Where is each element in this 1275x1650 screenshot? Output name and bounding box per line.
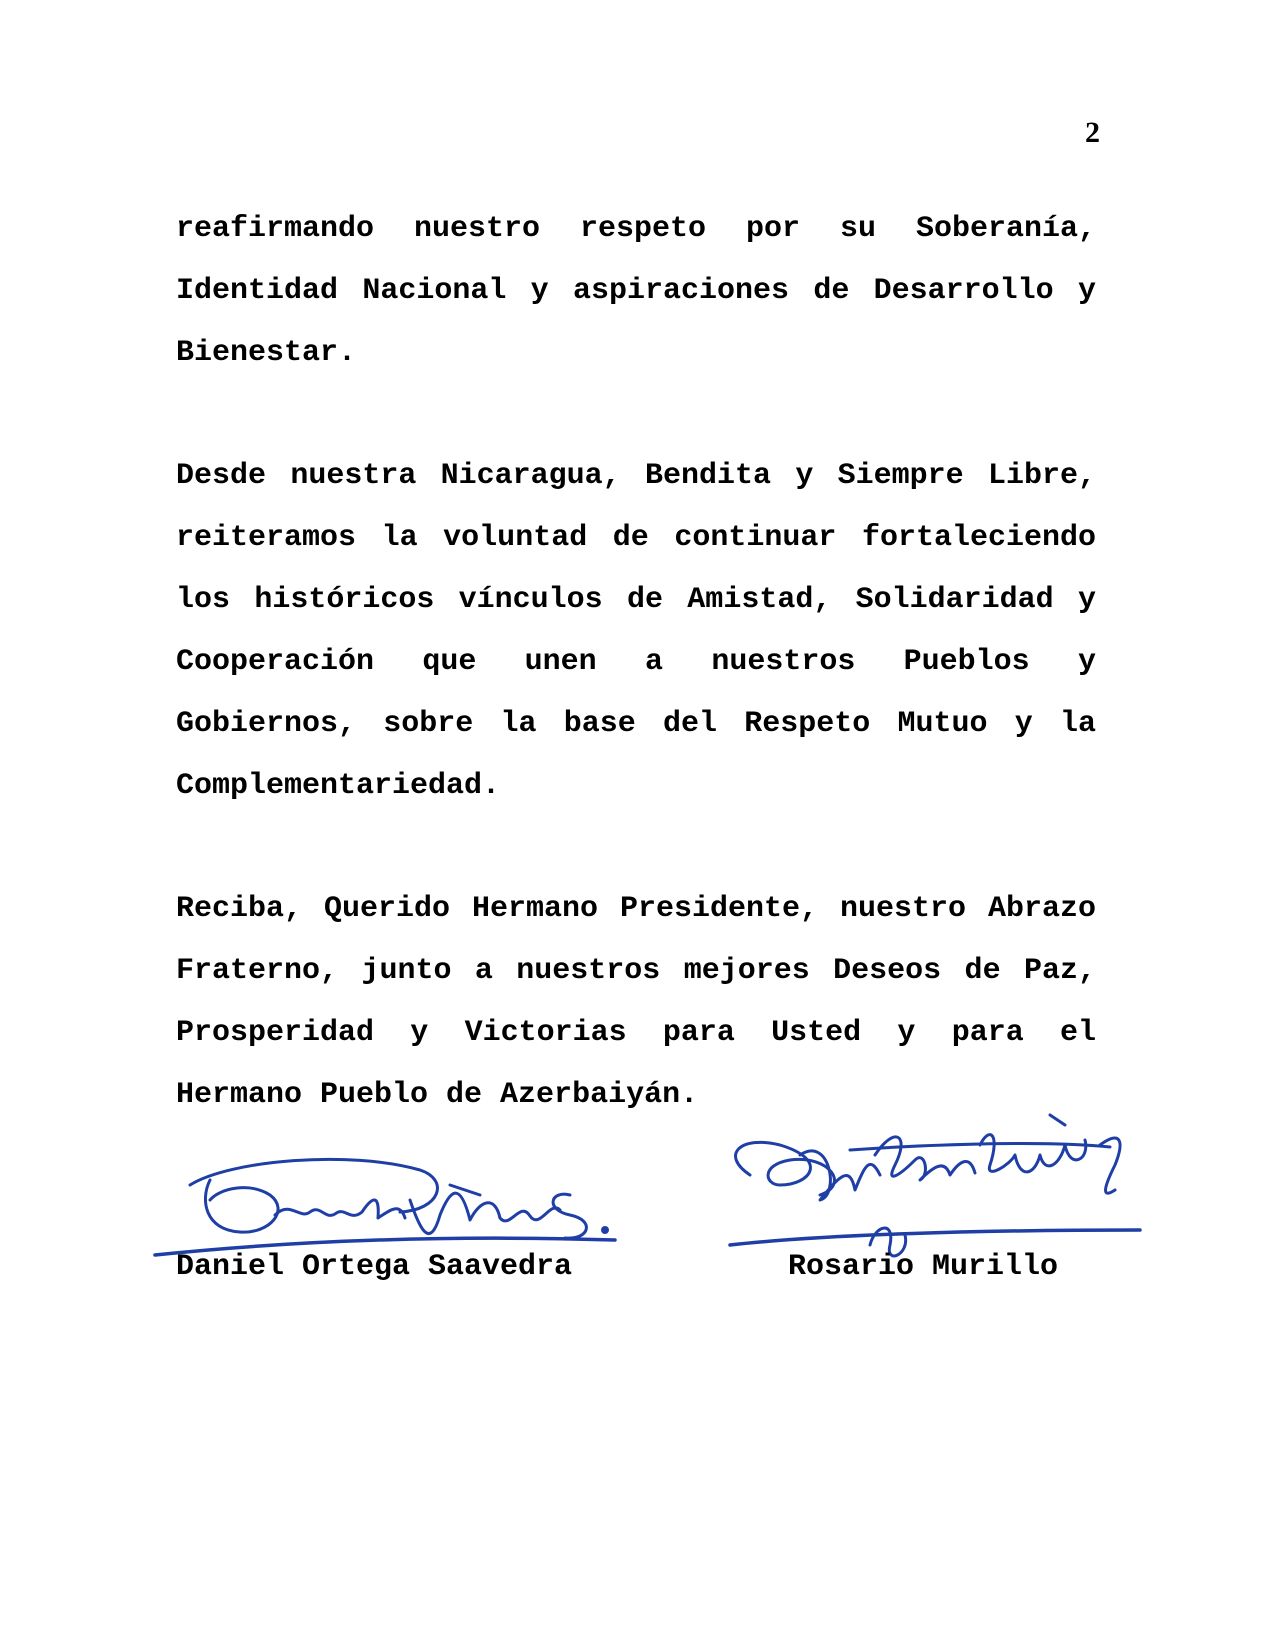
signatory-right-name: Rosario Murillo: [788, 1250, 1059, 1284]
paragraph-3: Reciba, Querido Hermano Presidente, nuestro Abrazo Fraterno, junto a nuestros mejores Deseos de Paz, Prosperidad y Victorias para Usted y para el Hermano Pueblo de Azerbaiyán.: [176, 892, 1096, 1112]
paragraph-1: reafirmando nuestro respeto por su Soberanía, Identidad Nacional y aspiraciones de Desarrollo y Bienestar.: [176, 212, 1096, 370]
signatory-left-name: Daniel Ortega Saavedra: [176, 1250, 573, 1284]
paragraph-2: Desde nuestra Nicaragua, Bendita y Siempre Libre, reiteramos la voluntad de continuar fortaleciendo los históricos vínculos de Amistad, Solidaridad y Cooperación que unen a nuestros Pueblos y Gobiernos, sobre la base del Respeto Mutuo y la Complementariedad.: [176, 459, 1096, 803]
page-number: 2: [1085, 116, 1100, 149]
